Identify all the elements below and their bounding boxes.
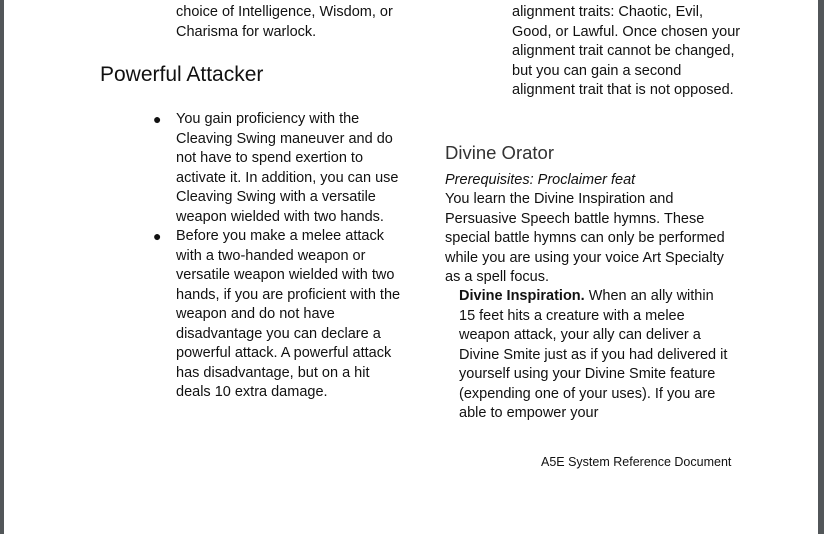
feat-description: You learn the Divine Inspiration and Persuasive Speech battle hymns. These special battle hymns can only be performed while you are using your voice Art Specialty as a spell focus. xyxy=(445,191,725,285)
bullet-icon: ● xyxy=(153,228,162,244)
bullet-icon: ● xyxy=(153,111,162,127)
list-item xyxy=(153,227,408,403)
divine-inspiration-paragraph xyxy=(459,287,729,424)
feat-bullet-list xyxy=(153,110,408,403)
page-footer: A5E System Reference Document xyxy=(541,455,732,469)
prerequisites-line: Prerequisites: Proclaimer feat xyxy=(445,172,636,188)
feat-heading: Divine Orator xyxy=(445,142,554,163)
sub-heading: Divine Inspiration. xyxy=(459,288,585,304)
sub-body: When an ally within 15 feet hits a creature with a melee weapon attack, your ally can deliver a Divine Smite just as if you had delivered it yourself using your Divine Smite feature (expending one of your uses). If you are able to empower your xyxy=(459,288,728,421)
bullet-text: Before you make a melee attack with a two-handed weapon or versatile weapon wielded with two hands, if you are proficient with the weapon and do not have disadvantage you can declare a powerful attack. A powerful attack has disadvantage, but on a hit deals 10 extra damage. xyxy=(176,228,401,400)
section-heading: Powerful Attacker xyxy=(100,63,264,86)
list-item xyxy=(153,110,408,227)
document-page xyxy=(4,0,818,534)
continued-paragraph-left: choice of Intelligence, Wisdom, or Charisma for warlock. xyxy=(176,4,393,40)
continued-paragraph-right: alignment traits: Chaotic, Evil, Good, or Lawful. Once chosen your alignment trait cannot be changed, but you can gain a second alignment trait that is not opposed. xyxy=(512,4,741,98)
bullet-text: You gain proficiency with the Cleaving Swing maneuver and do not have to spend exertion to activate it. In addition, you can use Cleaving Swing with a versatile weapon wielded with two hands. xyxy=(176,111,399,225)
